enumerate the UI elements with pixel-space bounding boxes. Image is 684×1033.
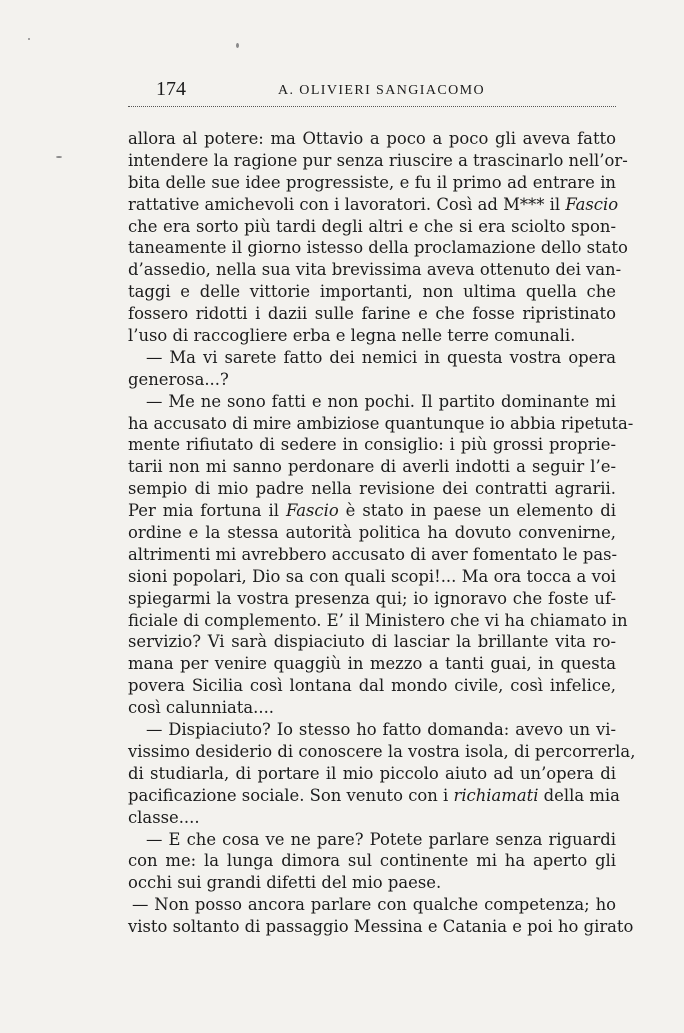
text-line bbox=[128, 588, 616, 610]
text-line bbox=[128, 653, 616, 675]
text-line bbox=[128, 434, 616, 456]
text-segment: visto soltanto di passaggio Messina e Catania e poi ho girato bbox=[128, 917, 634, 937]
page-header bbox=[128, 76, 616, 107]
text-segment: sempio di mio padre nella revisione dei contratti agrarii. bbox=[128, 479, 616, 499]
text-line bbox=[128, 281, 616, 303]
text-segment: pacificazione sociale. Son venuto con i bbox=[128, 785, 454, 805]
text-segment: spiegarmi la vostra presenza qui; io ignoravo che foste uf- bbox=[128, 588, 616, 608]
text-segment: allora al potere: ma Ottavio a poco a poco gli aveva fatto bbox=[128, 129, 616, 148]
running-head: A. OLIVIERI SANGIACOMO bbox=[278, 83, 485, 98]
paper-speck bbox=[56, 156, 62, 158]
page-number: 174 bbox=[156, 78, 186, 100]
text-line bbox=[128, 785, 620, 807]
text-segment: di studiarla, di portare il mio piccolo aiuto ad un’opera di bbox=[128, 763, 616, 783]
text-segment: — Me ne sono fatti e non pochi. Il partito dominante mi bbox=[146, 391, 616, 411]
text-segment: — Non posso ancora parlare con qualche competenza; ho bbox=[132, 895, 616, 915]
text-line bbox=[128, 610, 628, 632]
text-segment: tarii non mi sanno perdonare di averli indotti a seguir l’e- bbox=[128, 457, 616, 477]
text-segment: della mia bbox=[538, 785, 620, 805]
text-segment: è stato in paese un elemento di bbox=[338, 501, 616, 521]
text-line bbox=[128, 500, 616, 522]
text-line bbox=[128, 697, 616, 719]
text-line bbox=[128, 216, 616, 238]
text-line bbox=[128, 391, 616, 413]
text-segment: fossero ridotti i dazii sulle farine e che fosse ripristinato bbox=[128, 304, 616, 324]
text-line bbox=[128, 719, 616, 741]
italic-word: richiamati bbox=[453, 785, 539, 805]
text-segment: ficiale di complemento. E’ il Ministero che vi ha chiamato in bbox=[128, 610, 628, 630]
text-segment: mana per venire quaggiù in mezzo a tanti guai, in questa bbox=[128, 654, 616, 674]
italic-word: Fascio bbox=[565, 194, 619, 214]
text-segment: mente rifiutato di sedere in consiglio: i più grossi proprie- bbox=[128, 435, 616, 455]
text-line bbox=[128, 237, 628, 259]
text-line bbox=[128, 631, 616, 653]
paper-speck bbox=[236, 43, 239, 48]
text-line bbox=[128, 741, 636, 763]
text-segment: vissimo desiderio di conoscere la vostra isola, di percorrerla, bbox=[128, 741, 636, 761]
text-segment: bita delle sue idee progressiste, e fu il primo ad entrare in bbox=[128, 172, 616, 192]
italic-word: Fascio bbox=[285, 501, 339, 521]
text-line bbox=[128, 478, 616, 500]
text-line bbox=[128, 369, 616, 391]
text-line bbox=[128, 194, 619, 216]
text-segment: occhi sui grandi difetti del mio paese. bbox=[128, 873, 442, 893]
text-line bbox=[128, 172, 616, 194]
text-segment: — Ma vi sarete fatto dei nemici in questa vostra opera bbox=[146, 347, 616, 367]
text-line bbox=[128, 325, 616, 347]
text-line bbox=[128, 259, 622, 281]
text-line bbox=[128, 150, 628, 172]
text-segment: con me: la lunga dimora sul continente mi ha aperto gli bbox=[128, 851, 616, 871]
text-segment: ordine e la stessa autorità politica ha dovuto convenirne, bbox=[128, 523, 616, 543]
text-segment: che era sorto più tardi degli altri e che si era sciolto spon- bbox=[128, 216, 616, 236]
text-segment: altrimenti mi avrebbero accusato di aver fomentato le pas- bbox=[128, 544, 618, 564]
text-line bbox=[128, 128, 616, 150]
text-segment: sioni popolari, Dio sa con quali scopi!... Ma ora tocca a voi bbox=[128, 566, 616, 586]
text-line bbox=[128, 675, 616, 697]
text-segment: d’assedio, nella sua vita brevissima aveva ottenuto dei van- bbox=[128, 260, 622, 280]
text-segment: l’uso di raccogliere erba e legna nelle terre comunali. bbox=[128, 326, 576, 346]
text-segment: intendere la ragione pur senza riuscire a trascinarlo nell’or- bbox=[128, 150, 628, 170]
text-line bbox=[128, 303, 616, 325]
text-segment: — Dispiaciuto? Io stesso ho fatto domanda: avevo un vi- bbox=[146, 720, 616, 740]
text-segment: taggi e delle vittorie importanti, non ultima quella che bbox=[128, 282, 616, 302]
text-line bbox=[128, 522, 616, 544]
text-line bbox=[128, 456, 616, 478]
text-segment: taneamente il giorno istesso della proclamazione dello stato bbox=[128, 238, 628, 258]
text-segment: rattative amichevoli con i lavoratori. Così ad M*** il bbox=[128, 194, 566, 214]
text-line bbox=[128, 347, 616, 369]
text-line bbox=[128, 807, 616, 829]
text-segment: così calunniata.... bbox=[128, 698, 274, 718]
paper-speck bbox=[28, 38, 30, 40]
text-line bbox=[128, 566, 616, 588]
text-segment: — E che cosa ve ne pare? Potete parlare senza riguardi bbox=[146, 829, 616, 849]
text-line bbox=[128, 916, 634, 938]
text-line bbox=[128, 829, 616, 851]
text-segment: Per mia fortuna il bbox=[128, 501, 286, 521]
text-line bbox=[128, 763, 616, 785]
text-segment: povera Sicilia così lontana dal mondo civile, così infelice, bbox=[128, 676, 616, 696]
text-line bbox=[128, 894, 616, 916]
text-line bbox=[128, 413, 634, 435]
text-segment: generosa...? bbox=[128, 369, 229, 389]
text-line bbox=[128, 872, 616, 894]
text-line bbox=[128, 544, 616, 566]
text-segment: servizio? Vi sarà dispiaciuto di lasciar la brillante vita ro- bbox=[128, 632, 616, 652]
text-segment: classe.... bbox=[128, 807, 200, 827]
body-text bbox=[128, 128, 636, 938]
text-segment: ha accusato di mire ambiziose quantunque io abbia ripetuta- bbox=[128, 413, 634, 433]
text-line bbox=[128, 850, 616, 872]
